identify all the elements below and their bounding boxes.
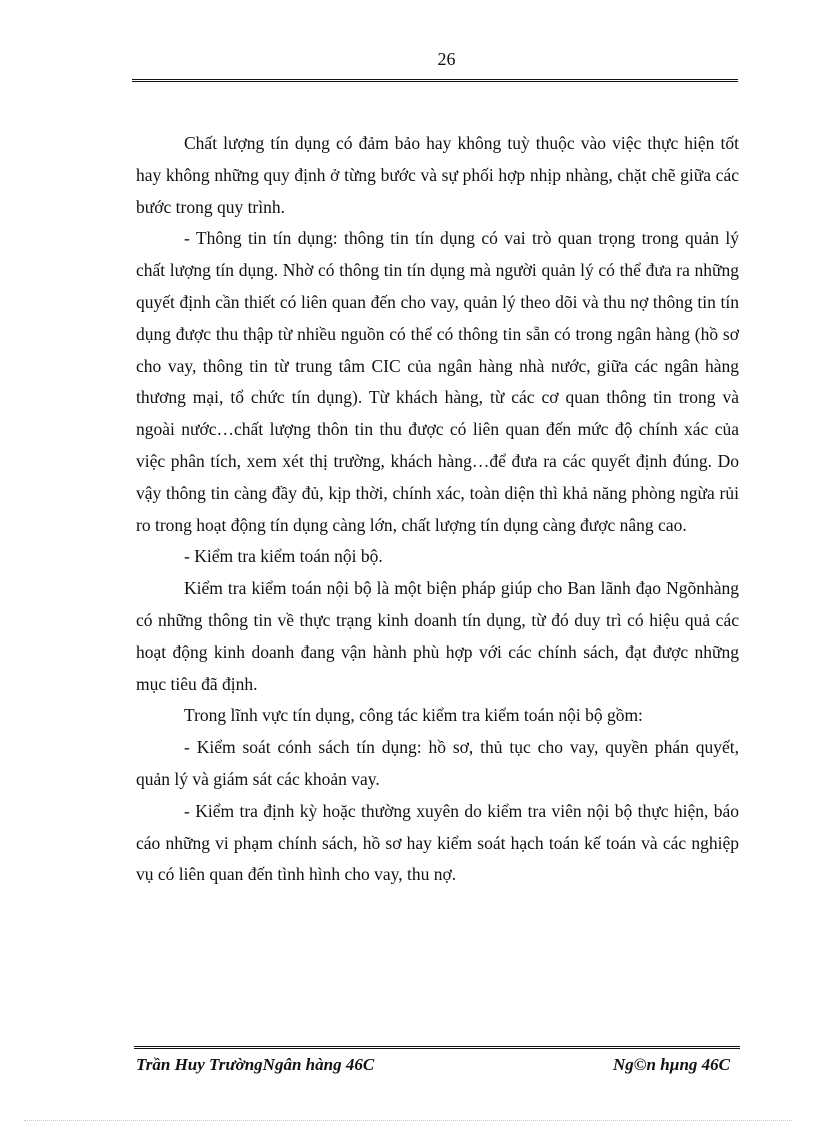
paragraph: - Kiểm tra định kỳ hoặc thường xuyên do kiểm tra viên nội bộ thực hiện, báo cáo những vi phạm chính sách, hồ sơ hay kiểm soát hạch toán kế toán và các nghiệp vụ có liên quan đến tình hình cho vay, thu nợ. xyxy=(136,800,739,885)
footer-class: Ng©n hµng 46C xyxy=(613,1055,730,1074)
footer-author: Trần Huy TrườngNgân hàng 46C xyxy=(136,1055,375,1074)
document-body xyxy=(136,128,739,891)
paragraph: Trong lĩnh vực tín dụng, công tác kiểm tra kiểm toán nội bộ gồm: xyxy=(184,705,643,726)
paragraph: Kiểm tra kiểm toán nội bộ là một biện pháp giúp cho Ban lãnh đạo Ngõnhàng có những thông tin về thực trạng kinh doanh tín dụng, từ đó duy trì có hiệu quả các hoạt động kinh doanh đang vận hành phù hợp với các chính sách, đạt được những mục tiêu đã định. xyxy=(136,578,739,694)
paragraph: - Thông tin tín dụng: thông tin tín dụng có vai trò quan trọng trong quản lý chất lượng tín dụng. Nhờ có thông tin tín dụng mà người quản lý có thể đưa ra những quyết định cần thiết có liên quan đến cho vay, quản lý theo dõi và thu nợ thông tin tín dụng được thu thập từ nhiều nguồn có thể có thông tin sẵn có trong ngân hàng (hồ sơ cho vay, thông tin từ trung tâm CIC của ngân hàng nhà nước, giữa các ngân hàng thương mại, tổ chức tín dụng). Từ khách hàng, từ các cơ quan thông tin trong và ngoài nước…chất lượng thôn tin thu được có liên quan đến mức độ chính xác của việc phân tích, xem xét thị trường, khách hàng…để đưa ra các quyết định đúng. Do vậy thông tin càng đầy đủ, kịp thời, chính xác, toàn diện thì khả năng phòng ngừa rủi ro trong hoạt động tín dụng càng lớn, chất lượng tín dụng càng được nâng cao. xyxy=(136,228,739,535)
paragraph: - Kiểm soát cónh sách tín dụng: hồ sơ, thủ tục cho vay, quyền phán quyết, quản lý và giám sát các khoản vay. xyxy=(136,737,739,789)
footer-divider xyxy=(134,1046,740,1049)
page-number: 26 xyxy=(437,49,456,69)
header-divider xyxy=(132,79,738,82)
paragraph: Chất lượng tín dụng có đảm bảo hay không tuỳ thuộc vào việc thực hiện tốt hay không những quy định ở từng bước và sự phối hợp nhịp nhàng, chặt chẽ giữa các bước trong quy trình. xyxy=(136,133,739,217)
paragraph: - Kiểm tra kiểm toán nội bộ. xyxy=(184,546,383,567)
page-edge-divider xyxy=(24,1120,792,1121)
